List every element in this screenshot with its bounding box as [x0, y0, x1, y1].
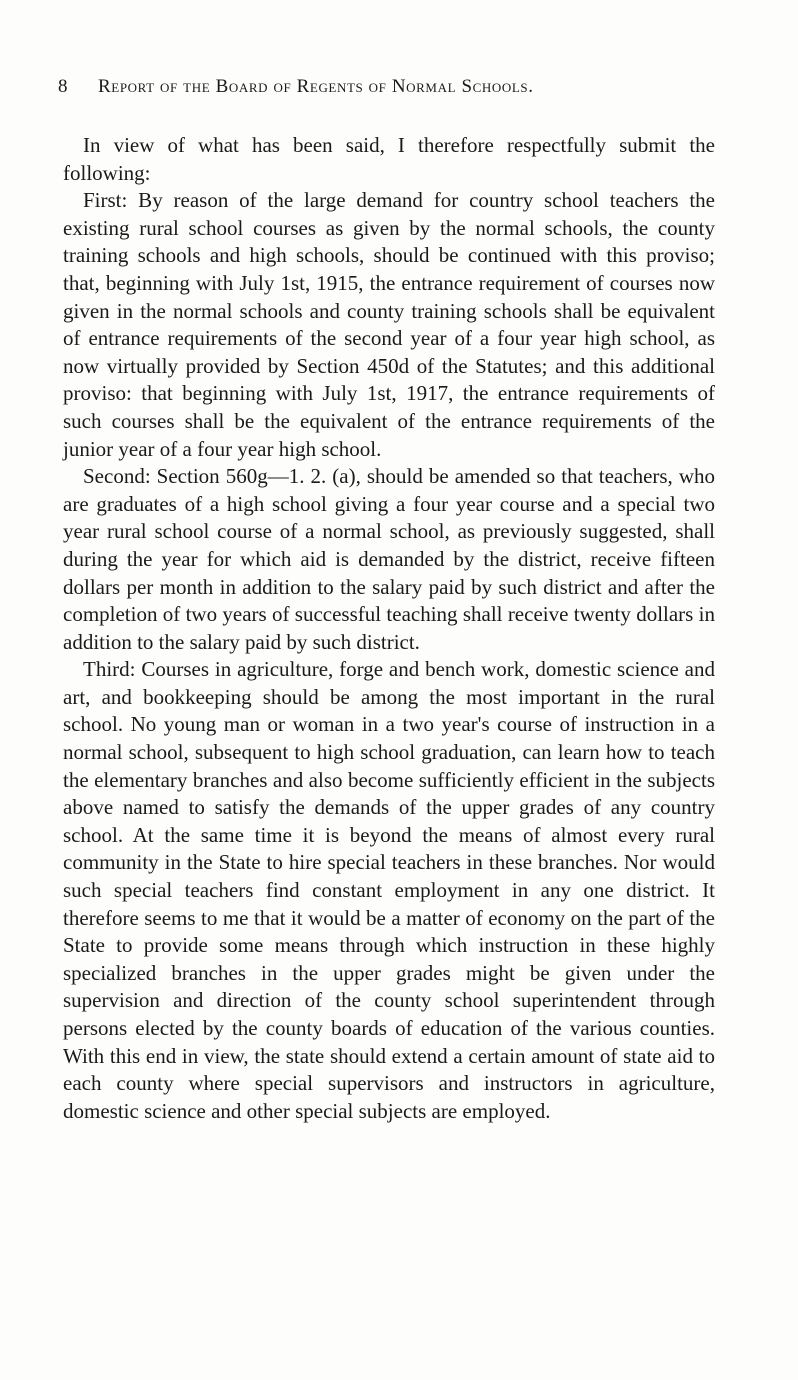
paragraph-second: Second: Section 560g—1. 2. (a), should be amended so that teachers, who are graduates of a high school giving a four year course and a special two year rural school course of a normal school, as previously suggested, shall during the year for which aid is demanded by the district, receive fifteen dollars per month in addition to the salary paid by such district and after the completion of two years of successful teaching shall receive twenty dollars in addition to the salary paid by such district.	[63, 464, 715, 654]
paragraph-first: First: By reason of the large demand for country school teachers the existing rural school courses as given by the normal schools, the county training schools and high schools, should be continued with this proviso; that, beginning with July 1st, 1915, the entrance requirement of courses now given in the normal schools and county training schools shall be equivalent of entrance requirements of the second year of a four year high school, as now virtually provided by Section 450d of the Statutes; and this additional proviso: that beginning with July 1st, 1917, the entrance requirements of such courses shall be the equivalent of the entrance requirements of the junior year of a four year high school.	[63, 188, 715, 461]
page-number: 8	[58, 76, 69, 97]
paragraph-third: Third: Courses in agriculture, forge and bench work, domestic science and art, and bookkeeping should be among the most important in the rural school. No young man or woman in a two year's course of instruction in a normal school, subsequent to high school graduation, can learn how to teach the elementary branches and also become sufficiently efficient in the subjects above named to satisfy the demands of the upper grades of any country school. At the same time it is beyond the means of almost every rural community in the State to hire special teachers in these branches. Nor would such special teachers find constant employment in any one district. It therefore seems to me that it would be a matter of economy on the part of the State to provide some means through which instruction in these highly specialized branches in the upper grades might be given under the supervision and direction of the county school superintendent through persons elected by the county boards of education of the various counties. With this end in view, the state should extend a certain amount of state aid to each county where special supervisors and instructors in agriculture, domestic science and other special subjects are employed.	[63, 657, 715, 1123]
paragraph-intro: In view of what has been said, I therefore respectfully submit the following:	[63, 133, 715, 185]
running-head	[58, 76, 678, 104]
running-head-title: Report of the Board of Regents of Normal Schools.	[98, 76, 534, 97]
body-text	[63, 132, 715, 1125]
